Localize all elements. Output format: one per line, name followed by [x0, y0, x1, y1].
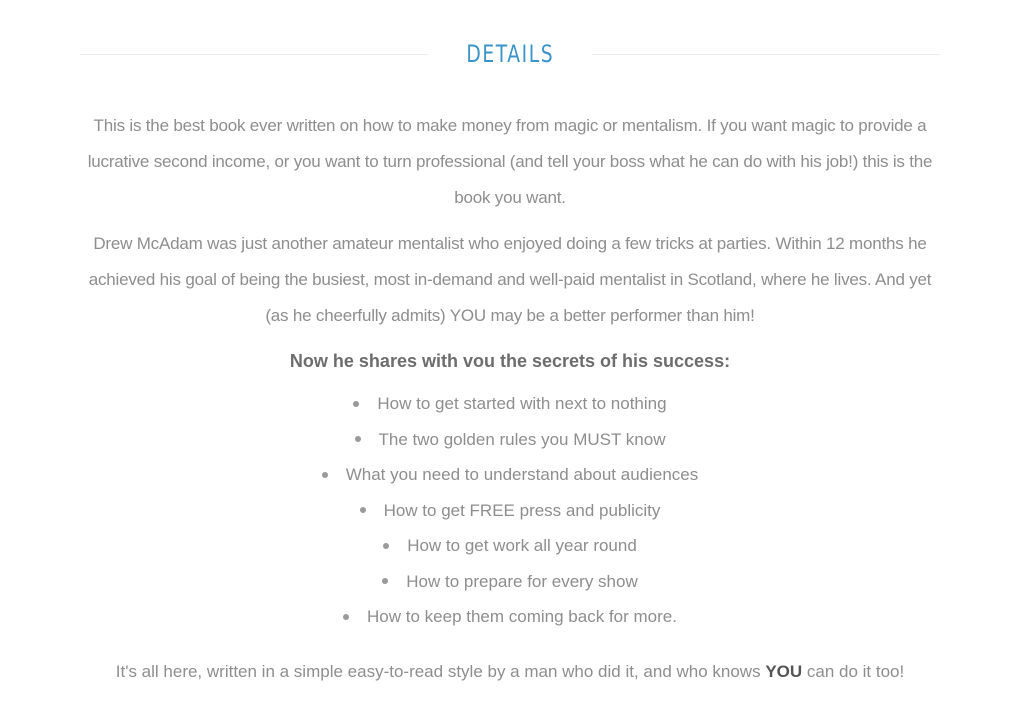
list-item-text: How to prepare for every show	[406, 571, 638, 591]
list-item-text: What you need to understand about audiences	[345, 465, 699, 484]
bullet-dot-icon	[383, 543, 389, 549]
bullet-dot-icon	[382, 578, 388, 584]
list-item	[80, 564, 940, 600]
list-item-text: How to get FREE press and publicity	[383, 500, 661, 520]
intro-paragraph: This is the best book ever written on how to make money from magic or mentalism. If you want magic to provide a lucrative second income, or you want to turn professional (and tell your boss what he can do with his job!) this is the book you want.	[87, 116, 933, 207]
secrets-subheading: Now he shares with vou the secrets of his success:	[289, 351, 731, 371]
list-item	[80, 528, 940, 564]
bullet-dot-icon	[355, 436, 361, 442]
bullet-dot-icon	[353, 401, 359, 407]
bullet-dot-icon	[322, 472, 328, 478]
list-item-text: How to keep them coming back for more.	[367, 607, 677, 626]
list-item	[80, 386, 940, 422]
secrets-list	[80, 386, 940, 635]
bullet-dot-icon	[360, 507, 366, 513]
bullet-dot-icon	[343, 614, 349, 620]
closing-text-after: can do it too!	[802, 661, 905, 681]
list-item-text: How to get started with next to nothing	[377, 394, 667, 413]
section-title: DETAILS	[466, 40, 554, 68]
list-item-text: The two golden rules you MUST know	[378, 429, 666, 449]
list-item	[80, 457, 940, 493]
divider-left	[80, 54, 428, 55]
closing-emphasis: YOU	[765, 661, 803, 681]
closing-text-before: It's all here, written in a simple easy-to-read style by a man who did it, and who knows	[115, 661, 766, 681]
list-item-text: How to get work all year round	[407, 536, 637, 555]
divider-right	[592, 54, 940, 55]
closing-paragraph	[80, 655, 940, 689]
section-header	[80, 34, 940, 74]
list-item	[80, 599, 940, 635]
bio-paragraph: Drew McAdam was just another amateur mentalist who enjoyed doing a few tricks at parties. Within 12 months he achieved his goal of being the busiest, most in-demand and well-paid mentalist in Scotland, where he lives. And yet (as he cheerfully admits) YOU may be a better performer than him!	[88, 234, 932, 325]
details-content	[80, 108, 940, 689]
list-item	[80, 493, 940, 529]
list-item	[80, 422, 940, 458]
